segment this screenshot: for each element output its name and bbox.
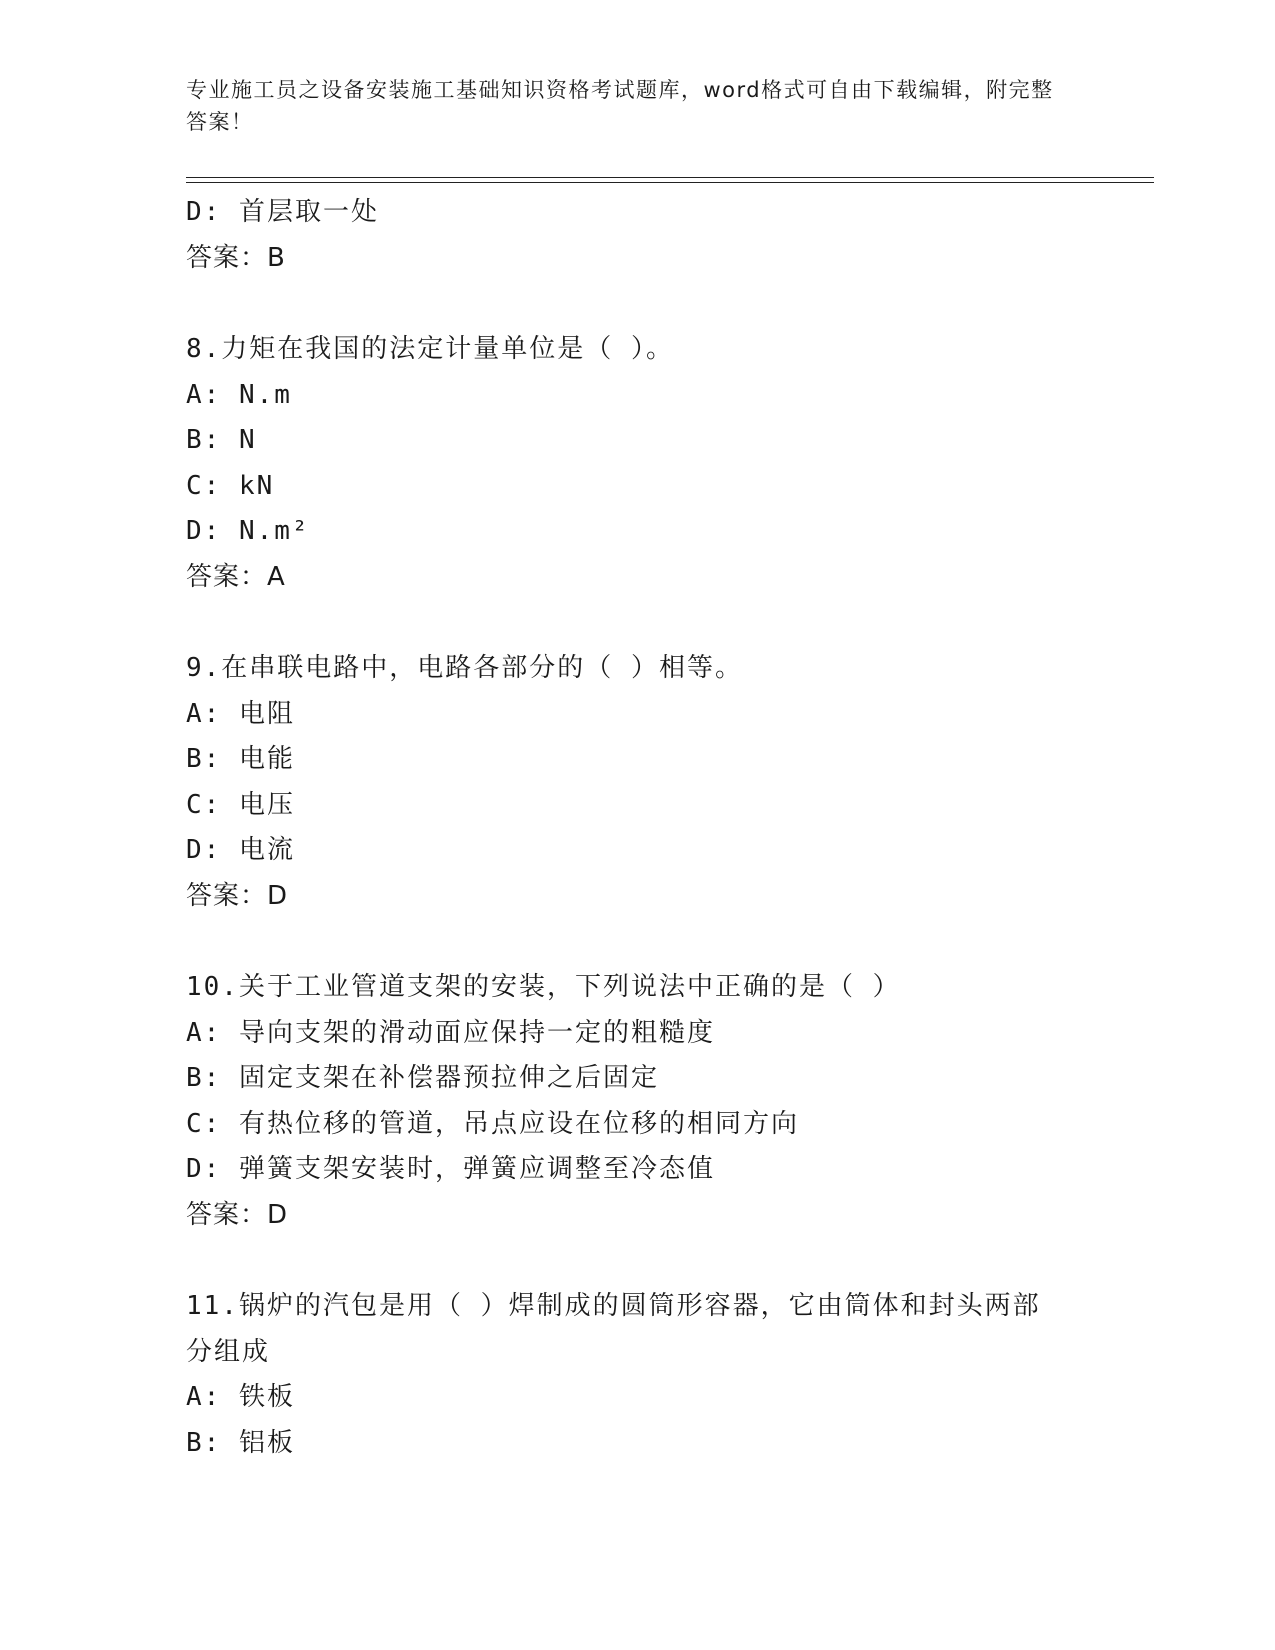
option-b: B: 电能 [186,744,295,774]
option-b: B: 固定支架在补偿器预拉伸之后固定 [186,1063,659,1093]
header-text: 专业施工员之设备安装施工基础知识资格考试题库，word格式可自由下载编辑，附完整答案！ [186,78,1054,134]
answer-line: 答案：B [186,242,286,273]
option-a: A: 电阻 [186,698,295,729]
question-10 [186,965,1146,1238]
spacer [186,281,1146,327]
spacer [186,919,1146,965]
question-stem-line-1: 11.锅炉的汽包是用（ ）焊制成的圆筒形容器，它由筒体和封头两部 [186,1291,1041,1321]
option-d: D: 电流 [186,835,295,865]
question-9 [186,646,1146,919]
question-stem: 9.在串联电路中，电路各部分的（ ）相等。 [186,653,743,683]
option-a: A: 导向支架的滑动面应保持一定的粗糙度 [186,1017,715,1048]
option-d: D: 首层取一处 [186,197,379,227]
question-stem-line-2: 分组成 [186,1336,271,1367]
question-stem: 8.力矩在我国的法定计量单位是（ ）。 [186,334,674,364]
document-header [186,74,1066,138]
question-list [186,190,1146,1466]
answer-line: 答案：D [186,1199,289,1230]
question-8 [186,327,1146,600]
spacer [186,1238,1146,1284]
question-stem: 10.关于工业管道支架的安装，下列说法中正确的是（ ） [186,972,901,1002]
option-a: A: N.m [186,379,292,410]
option-a: A: 铁板 [186,1382,295,1412]
spacer [186,600,1146,646]
option-d: D: 弹簧支架安装时，弹簧应调整至冷态值 [186,1154,715,1184]
answer-line: 答案：A [186,561,286,592]
answer-line: 答案：D [186,880,289,911]
option-d: D: N.m² [186,516,310,546]
option-c: C: 有热位移的管道，吊点应设在位移的相同方向 [186,1108,799,1139]
option-b: B: 铝板 [186,1427,295,1458]
option-b: B: N [186,425,257,455]
question-11 [186,1284,1146,1466]
option-c: C: kN [186,470,275,501]
header-divider [186,177,1154,183]
option-c: C: 电压 [186,789,295,820]
